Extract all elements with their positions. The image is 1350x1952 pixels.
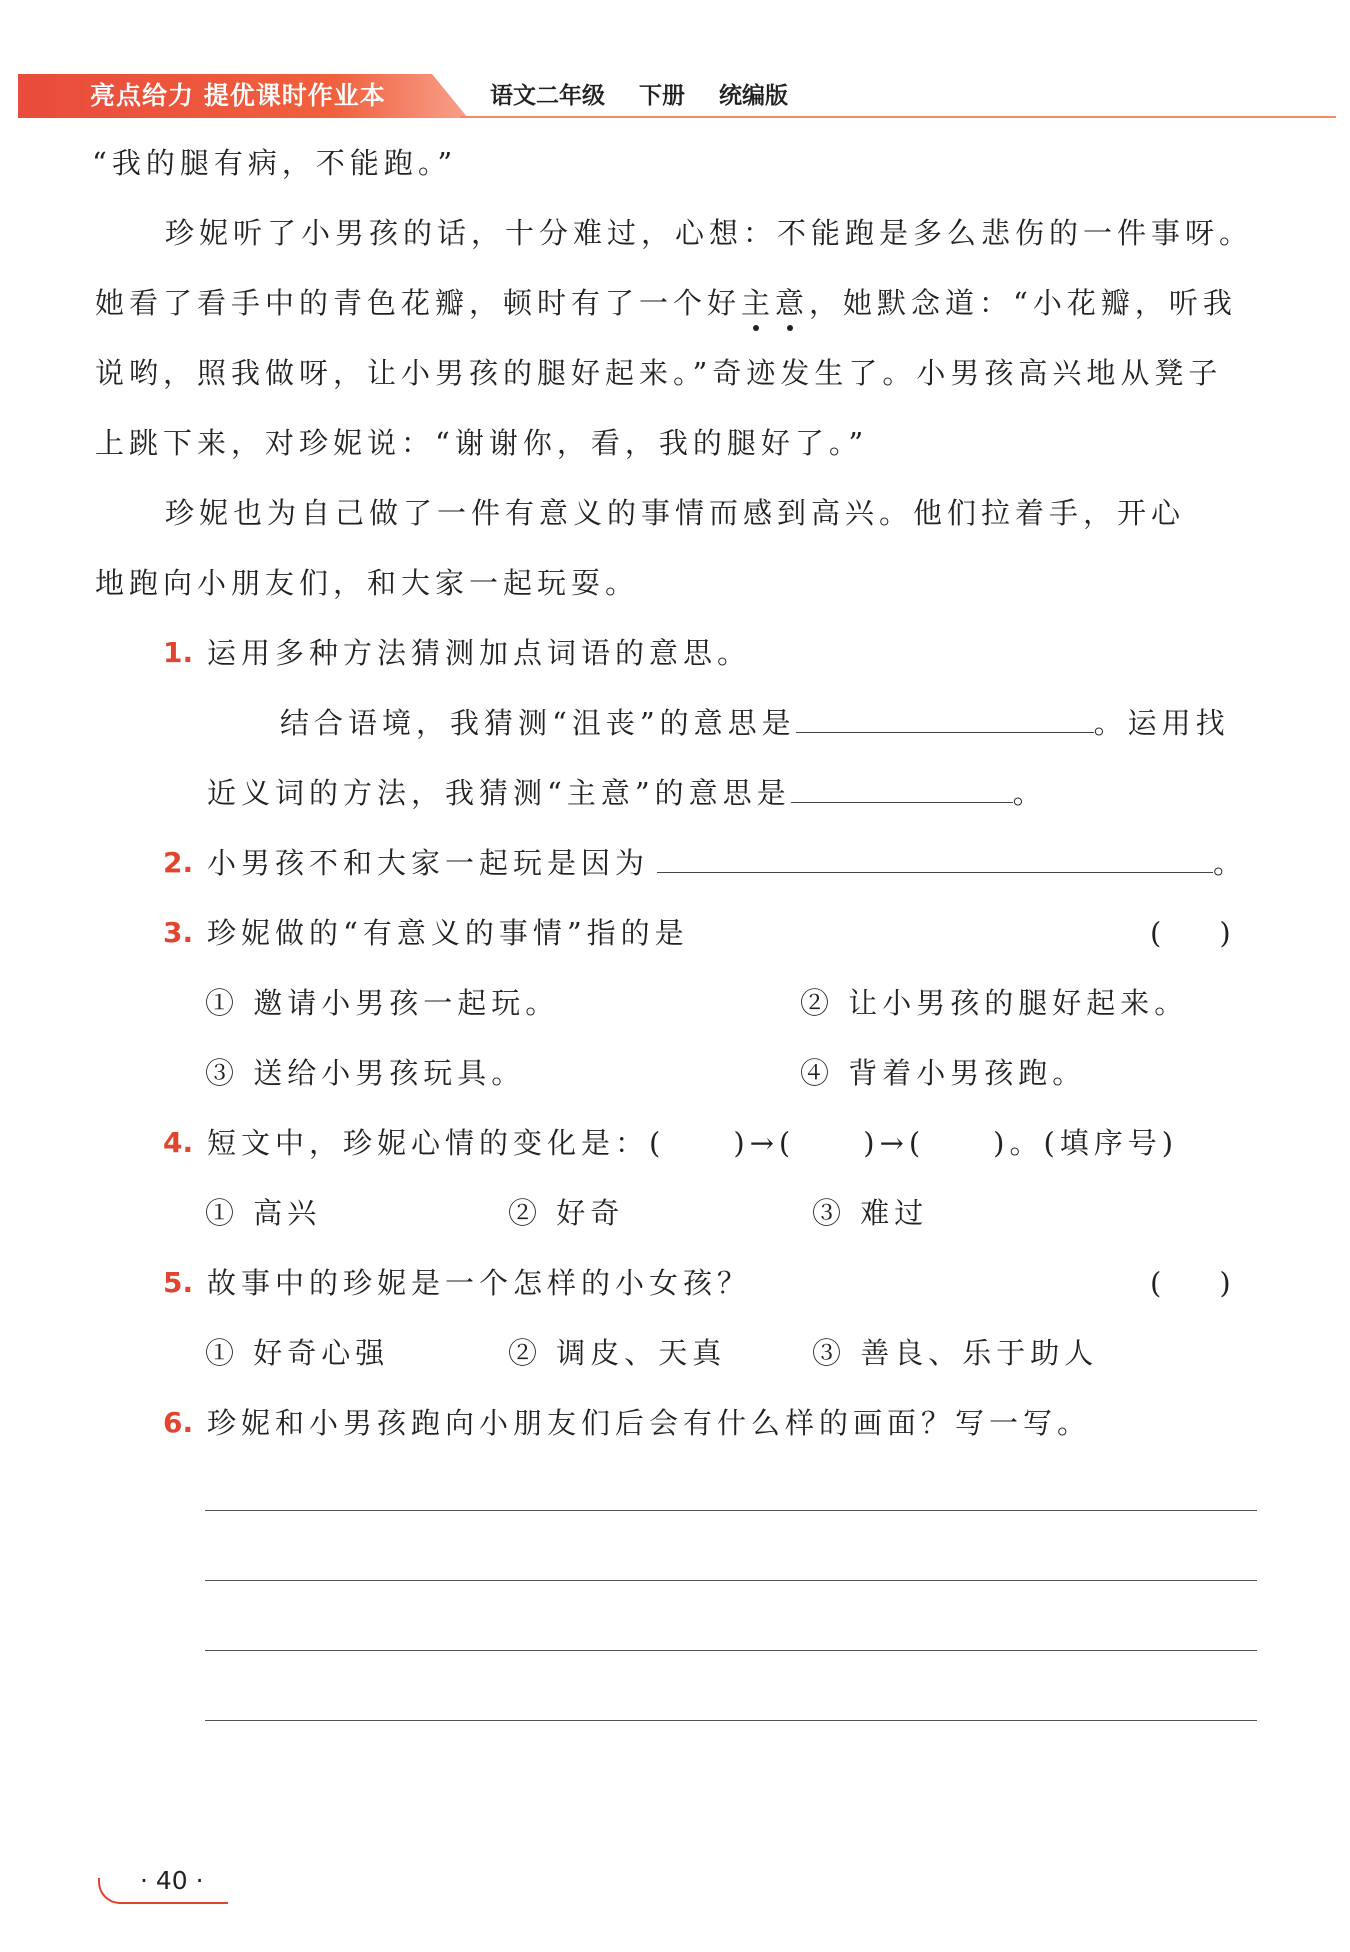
q4-text: 短文中，珍妮心情的变化是：( )→( )→( )。(填序号) <box>207 1126 1179 1160</box>
q2-line <box>207 843 1247 883</box>
page-number-rule <box>118 1902 228 1904</box>
q2-text: 小男孩不和大家一起玩是因为 <box>207 846 650 880</box>
q5-option-1[interactable]: ① 好奇心强 <box>205 1336 390 1370</box>
passage-line-3-a: 她看了看手中的青色花瓣，顿时有了一个好 <box>95 286 742 320</box>
q3-option-2[interactable]: ② 让小男孩的腿好起来。 <box>800 986 1189 1020</box>
q1-line-1-b: 。运用找 <box>1093 706 1230 740</box>
q6-number: 6. <box>163 1406 194 1439</box>
passage-line-5: 上跳下来，对珍妮说：“谢谢你，看，我的腿好了。” <box>95 426 869 460</box>
writing-line-2[interactable] <box>205 1580 1257 1581</box>
page-number: · 40 · <box>140 1866 204 1895</box>
page-number-ornament <box>98 1878 128 1904</box>
header-brand: 亮点给力 提优课时作业本 <box>90 81 386 110</box>
header-volume: 下册 <box>639 83 686 109</box>
q1-text: 运用多种方法猜测加点词语的意思。 <box>207 636 752 670</box>
q3-option-4[interactable]: ④ 背着小男孩跑。 <box>800 1056 1087 1090</box>
q3-option-3[interactable]: ③ 送给小男孩玩具。 <box>205 1056 526 1090</box>
q1-line-1-a: 结合语境，我猜测“沮丧”的意思是 <box>280 706 796 740</box>
q1-blank-1[interactable] <box>796 704 1094 733</box>
q4-option-3[interactable]: ③ 难过 <box>812 1196 929 1230</box>
header-info <box>490 78 814 114</box>
dotted-char-yi: 意 <box>775 283 809 323</box>
q1-line-2-b: 。 <box>1012 776 1047 810</box>
q5-number: 5. <box>163 1266 194 1299</box>
q2-end: 。 <box>1213 846 1248 880</box>
q3-option-1[interactable]: ① 邀请小男孩一起玩。 <box>205 986 560 1020</box>
q4-number: 4. <box>163 1126 194 1159</box>
passage-line-1: “我的腿有病，不能跑。” <box>92 146 458 180</box>
passage-line-3-b: ，她默念道：“小花瓣，听我 <box>809 286 1237 320</box>
q3-text: 珍妮做的“有意义的事情”指的是 <box>207 916 689 950</box>
writing-line-3[interactable] <box>205 1650 1257 1651</box>
q1-number: 1. <box>163 636 194 669</box>
header-edition: 统编版 <box>719 83 789 109</box>
q1-line-1 <box>280 703 1230 743</box>
header-rule <box>460 116 1336 118</box>
passage-line-6: 珍妮也为自己做了一件有意义的事情而感到高兴。他们拉着手，开心 <box>165 496 1186 530</box>
passage-line-4: 说哟，照我做呀，让小男孩的腿好起来。”奇迹发生了。小男孩高兴地从凳子 <box>95 356 1223 390</box>
passage-line-2: 珍妮听了小男孩的话，十分难过，心想：不能跑是多么悲伤的一件事呀。 <box>165 216 1254 250</box>
q5-text: 故事中的珍妮是一个怎样的小女孩？ <box>207 1266 752 1300</box>
q4-option-2[interactable]: ② 好奇 <box>508 1196 625 1230</box>
passage-line-3 <box>95 283 1237 323</box>
q1-line-2-a: 近义词的方法，我猜测“主意”的意思是 <box>207 776 791 810</box>
q2-number: 2. <box>163 846 194 879</box>
q2-blank[interactable] <box>657 844 1213 873</box>
writing-line-1[interactable] <box>205 1510 1257 1511</box>
q5-option-2[interactable]: ② 调皮、天真 <box>508 1336 727 1370</box>
q6-text: 珍妮和小男孩跑向小朋友们后会有什么样的画面？写一写。 <box>207 1406 1092 1440</box>
q3-answer-paren[interactable]: ( ) <box>1150 916 1231 950</box>
q4-option-1[interactable]: ① 高兴 <box>205 1196 322 1230</box>
q5-answer-paren[interactable]: ( ) <box>1150 1266 1231 1300</box>
passage-line-7: 地跑向小朋友们，和大家一起玩耍。 <box>95 566 640 600</box>
q1-blank-2[interactable] <box>791 774 1013 803</box>
q5-option-3[interactable]: ③ 善良、乐于助人 <box>812 1336 1099 1370</box>
q3-number: 3. <box>163 916 194 949</box>
q1-line-2 <box>207 773 1047 813</box>
header-subject: 语文二年级 <box>490 83 605 109</box>
dotted-char-zhu: 主 <box>741 283 775 323</box>
writing-line-4[interactable] <box>205 1720 1257 1721</box>
